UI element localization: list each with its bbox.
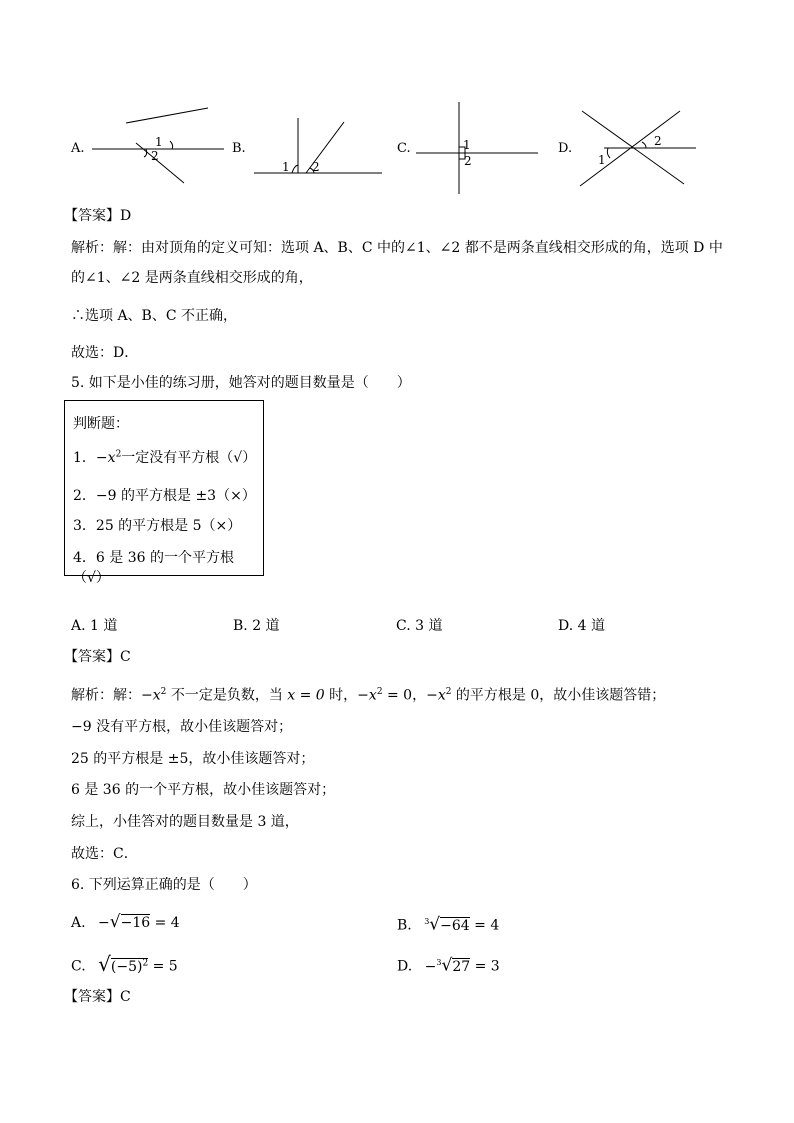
q5-choose: 故选：C． [71, 846, 138, 862]
q5-analysis-text-d: 时， [324, 687, 358, 704]
figure-a-angle2: 2 [151, 149, 159, 163]
figure-a-diagram [88, 105, 228, 187]
q5-option-b: B. 2 道 [233, 618, 280, 634]
q6-option-a-result: = 4 [150, 915, 180, 931]
q6-option-b-index: 3 [424, 917, 430, 926]
q4-therefore: ∴选项 A、B、C 不正确， [71, 308, 238, 324]
q6-option-a-label: A. [71, 915, 86, 931]
box-item-1-math: −x [95, 450, 116, 466]
q5-analysis-line1 [71, 682, 665, 706]
q5-analysis-line5: 综上，小佳答对的题目数量是 3 道， [71, 814, 299, 830]
q6-option-a-radicand: −16 [120, 915, 151, 931]
q5-analysis-line2: −9 没有平方根，故小佳该题答对； [71, 719, 293, 735]
q6-option-c-radicand-wrap [111, 958, 148, 975]
q6-option-b-radicand: −64 [440, 917, 470, 934]
exercise-book-box [64, 400, 264, 586]
figure-c-angle2: 2 [464, 154, 472, 168]
q6-option-d-label: D. [397, 958, 413, 975]
figure-c-label: C. [397, 141, 411, 156]
box-item-2: 2．−9 的平方根是 ±3（×） [73, 488, 256, 504]
box-title: 判断题： [73, 416, 129, 432]
figure-d-angle2: 2 [654, 134, 662, 148]
figure-d-diagram [574, 108, 700, 190]
exp-h: 2 [445, 687, 452, 697]
exp-e: 2 [376, 687, 383, 697]
figure-a-angle1: 1 [155, 135, 163, 149]
box-item-1-exp: 2 [115, 449, 122, 460]
q5-answer: 【答案】C [64, 649, 131, 665]
q6-option-d-minus: − [424, 958, 437, 975]
q5-analysis-text-i: 的平方根是 0，故小佳该题答错； [451, 687, 666, 704]
q6-option-b [397, 912, 499, 936]
q4-analysis-line1: 解析：解：由对顶角的定义可知：选项 A、B、C 中的∠1、∠2 都不是两条直线相交形成的角，选项 D 中 [71, 240, 723, 256]
q5-analysis-text-f: = 0 [382, 687, 413, 704]
q6-answer: 【答案】C [64, 989, 131, 1005]
q5-analysis-prefix: 解析：解： [71, 687, 141, 704]
q5-option-d: D. 4 道 [558, 618, 605, 634]
q5-analysis-line4: 6 是 36 的一个平方根，故小佳该题答对； [71, 782, 336, 798]
figure-d-label: D. [558, 141, 573, 156]
box-item-3: 3．25 的平方根是 5（×） [73, 518, 242, 534]
q6-question: 6. 下列运算正确的是（ ） [71, 877, 257, 893]
figure-b-label: B. [232, 141, 246, 156]
figure-b-angle2: 2 [312, 160, 320, 174]
q6-option-c-exp: 2 [142, 958, 149, 968]
q5-math-neg-x2-h: −x [426, 687, 446, 704]
figure-c-angle1: 1 [463, 138, 471, 152]
q6-option-d [397, 953, 500, 977]
q6-option-d-radical: √ [441, 955, 453, 976]
q6-option-d-index: 3 [436, 958, 442, 967]
q6-option-a-minus: − [98, 915, 110, 931]
q6-option-d-result: = 3 [470, 958, 500, 975]
q6-option-b-radical: √ [429, 914, 441, 935]
q6-option-c-radicand: (−5) [110, 958, 143, 975]
exp-a: 2 [160, 687, 167, 697]
figure-a-label: A. [71, 141, 85, 156]
q5-option-a: A. 1 道 [71, 618, 118, 634]
q6-option-c-result: = 5 [148, 958, 178, 975]
q6-option-c [71, 953, 178, 977]
q5-analysis-text-g: ， [412, 687, 427, 704]
box-item-1-text: 一定没有平方根（√） [121, 450, 257, 466]
q5-option-c: C. 3 道 [396, 618, 443, 634]
figure-b-angle1: 1 [282, 160, 290, 174]
box-item-4: 4．6 是 36 的一个平方根（√） [73, 550, 234, 586]
q5-question: 5. 如下是小佳的练习册，她答对的题目数量是（ ） [71, 375, 411, 391]
q5-math-neg-x2-a: −x [141, 687, 161, 704]
q6-option-a [71, 912, 180, 933]
q5-math-x-eq-0: x = 0 [287, 687, 325, 704]
q6-option-d-radicand: 27 [452, 958, 471, 975]
box-item-1-num: 1． [73, 450, 96, 466]
box-item-1 [73, 447, 256, 467]
q6-option-b-label: B. [397, 917, 412, 934]
figure-b-diagram [252, 116, 384, 178]
figure-c-diagram [414, 100, 540, 196]
q6-option-c-label: C. [71, 958, 86, 975]
figure-d-angle1: 1 [598, 153, 606, 167]
q5-math-neg-x2-e: −x [357, 687, 377, 704]
q4-choose: 故选：D． [71, 345, 139, 361]
q6-option-a-radical: √ [109, 912, 121, 932]
q5-analysis-line3: 25 的平方根是 ±5，故小佳该题答对； [71, 751, 315, 767]
q6-option-c-radical: √ [98, 951, 111, 976]
q4-answer: 【答案】D [64, 208, 132, 224]
q6-option-b-result: = 4 [469, 917, 500, 934]
q5-analysis-text-b: 不一定是负数，当 [166, 687, 288, 704]
q4-analysis-line2: 的∠1、∠2 是两条直线相交形成的角， [71, 270, 313, 286]
